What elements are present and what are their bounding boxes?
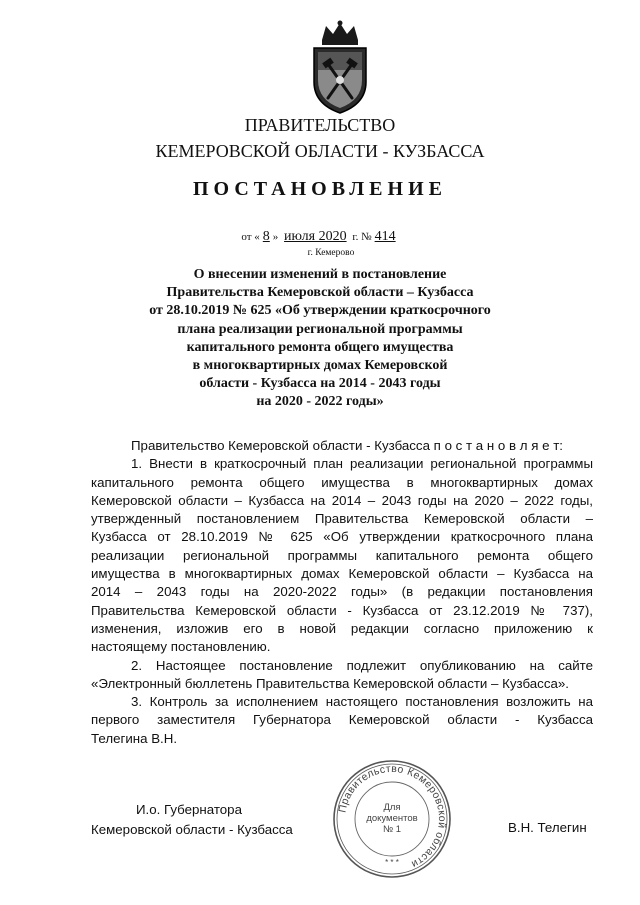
paragraph1-line: настоящему постановлению. xyxy=(91,639,271,655)
paragraph1-line: 1. Внести в краткосрочный план реализации региональной программы xyxy=(131,456,593,472)
paragraph2-line: «Электронный бюллетень Правительства Кемеровской области – Кузбасса». xyxy=(91,675,569,691)
paragraph1-line: утвержденный постановлением Правительства Кемеровской области – xyxy=(91,511,593,527)
signatory-title xyxy=(91,800,293,840)
title-line: от 28.10.2019 № 625 «Об утверждении краткосрочного xyxy=(149,303,491,319)
city-label: г. Кемерово xyxy=(307,248,355,258)
paragraph3-line: 3. Контроль за исполнением настоящего постановления возложить на xyxy=(131,694,593,710)
date-mid: » xyxy=(272,231,279,243)
date-prefix: от « xyxy=(241,231,260,243)
preamble-text: Правительство Кемеровской области - Кузбасса xyxy=(131,438,430,453)
preamble xyxy=(91,437,593,455)
title-line: О внесении изменений в постановление xyxy=(193,267,447,282)
signatory-region: Кемеровской области - Кузбасса xyxy=(91,822,293,837)
date-day: 8 xyxy=(262,229,270,244)
title-line: капитального ремонта общего имущества xyxy=(186,339,454,355)
paragraph1-line: реализации региональной программы капитального ремонта общего xyxy=(91,547,593,563)
signatory-name: В.Н. Телегин xyxy=(508,820,587,835)
coat-of-arms-icon xyxy=(300,20,380,116)
stamp-ring-textpath: Правительство Кемеровской области xyxy=(336,762,449,871)
document-title xyxy=(90,266,550,412)
title-line: области - Кузбасса на 2014 - 2043 годы xyxy=(199,376,441,392)
paragraph1-line: Кузбасса от 28.10.2019 № 625 «Об утверждении краткосрочного плана xyxy=(91,529,593,545)
title-line: Правительства Кемеровской области – Кузбасса xyxy=(166,285,474,301)
stamp-center-line3: № 1 xyxy=(382,824,402,835)
document-type-heading: ПОСТАНОВЛЕНИЕ xyxy=(193,178,447,200)
date-suffix: г. № xyxy=(352,231,372,243)
government-name-line1: ПРАВИТЕЛЬСТВО xyxy=(244,115,396,135)
paragraph1-line: 2014 – 2043 годы на 2020-2022 годы» (в редакции постановления xyxy=(91,584,593,600)
title-line: в многоквартирных домах Кемеровской xyxy=(192,358,448,374)
title-line: плана реализации региональной программы xyxy=(177,321,463,337)
paragraph1-line: изменения, изложив его в новой редакции согласно приложению к xyxy=(91,620,593,636)
signatory-role: И.о. Губернатора xyxy=(136,802,242,817)
stamp-center-line1: Для xyxy=(383,802,401,813)
paragraph1-line: Кемеровской области – Кузбасса на 2014 – 2043 годы на 2020 – 2022 годы, xyxy=(91,492,593,508)
title-line: на 2020 - 2022 годы» xyxy=(256,394,384,410)
date-month-year: июля 2020 xyxy=(284,229,347,244)
paragraph3-line: первого заместителя Губернатора Кемеровской области - Кузбасса xyxy=(91,712,593,728)
stamp-center-line2: документов xyxy=(366,813,418,824)
stamp-stars: * * * xyxy=(385,858,399,867)
preamble-verb: п о с т а н о в л я е т: xyxy=(433,438,563,453)
paragraph3-line: Телегина В.Н. xyxy=(91,730,178,746)
government-name-line2: КЕМЕРОВСКОЙ ОБЛАСТИ - КУЗБАССА xyxy=(155,141,485,161)
paragraph2-line: 2. Настоящее постановление подлежит опубликованию на сайте xyxy=(131,657,593,673)
document-body xyxy=(91,437,593,748)
paragraph1-line: Правительства Кемеровской области - Кузбасса от 23.12.2019 № 737), xyxy=(91,602,593,618)
paragraph1-line: имущества в многоквартирных домах Кемеровской области – Кузбасса на xyxy=(91,566,593,582)
document-number: 414 xyxy=(374,229,396,244)
paragraph1-line: капитального ремонта общего имущества в многоквартирных домах xyxy=(91,474,593,490)
document-date-number xyxy=(0,228,640,246)
official-stamp xyxy=(331,758,453,880)
